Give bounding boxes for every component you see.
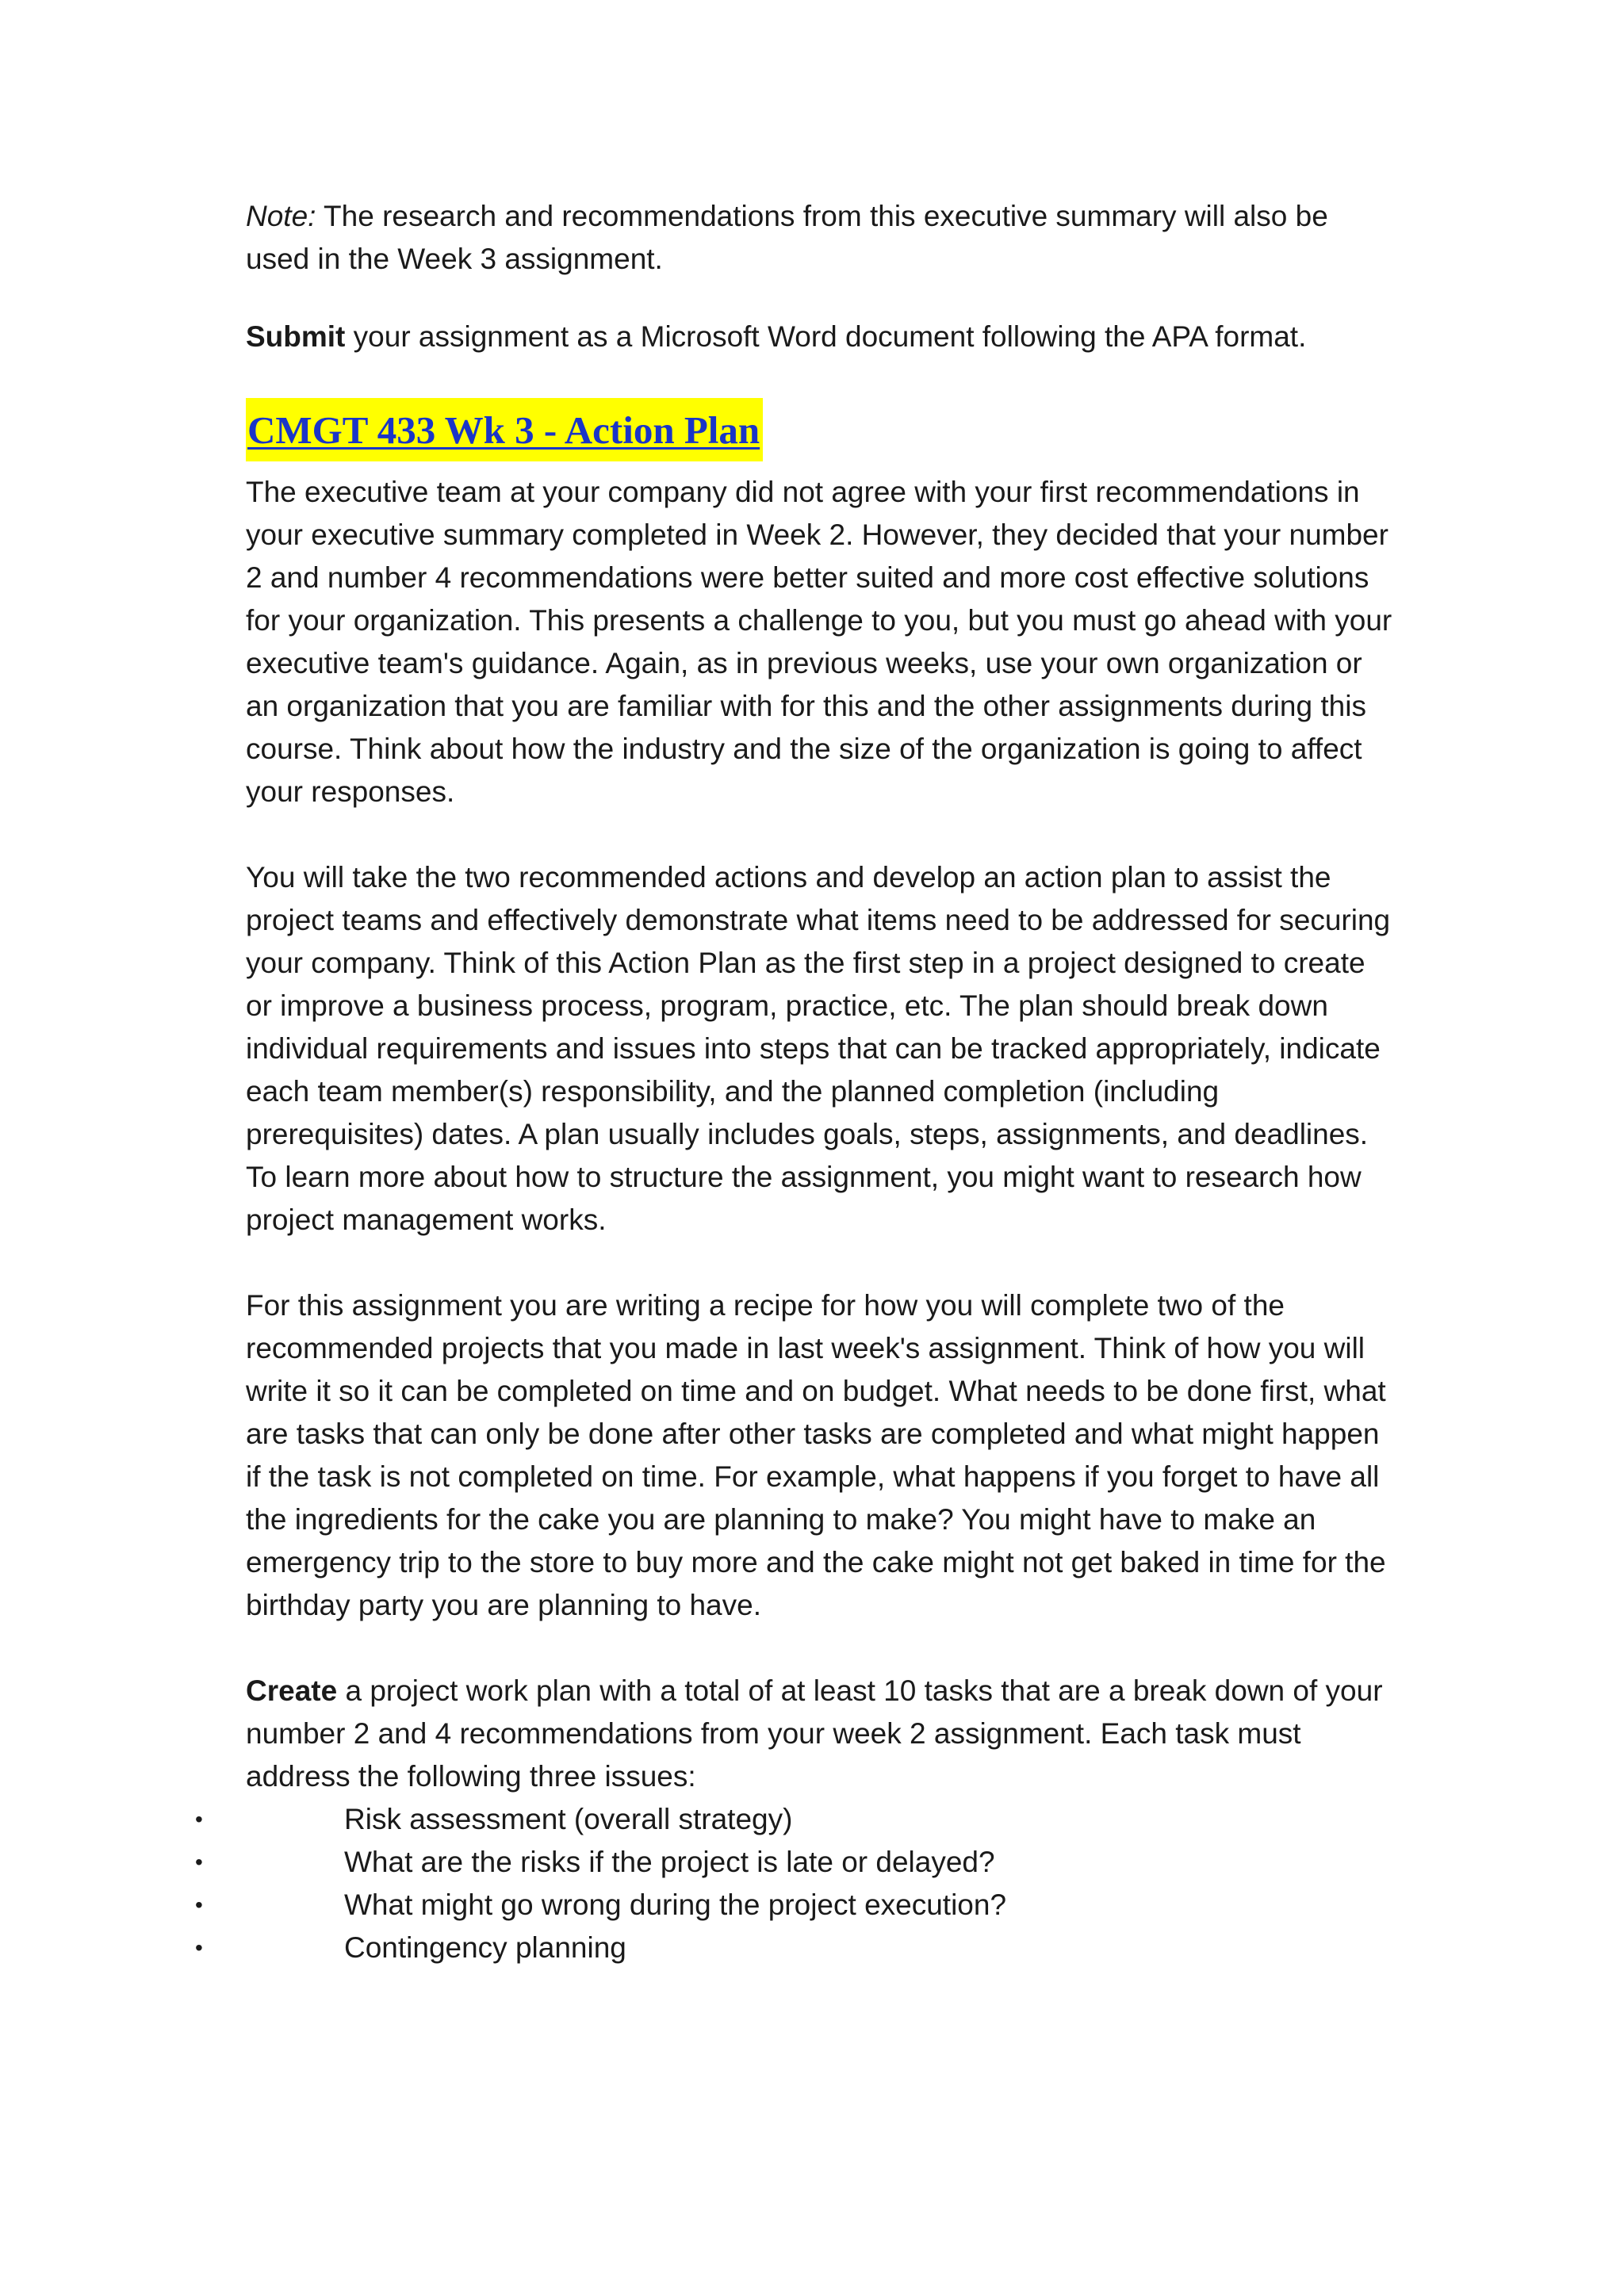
section-heading-highlight [246, 398, 763, 461]
submit-label: Submit [246, 320, 346, 353]
list-item-text: What might go wrong during the project execution? [344, 1888, 1007, 1921]
action-plan-paragraph: You will take the two recommended actions and develop an action plan to assist the project teams and effectively demonstrate what items need to be addressed for securing your company. Think of this Action Plan as the first step in a project designed to create or improve a business process, program, practice, etc. The plan should break down individual requirements and issues into steps that can be tracked appropriately, indicate each team member(s) responsibility, and the planned completion (including prerequisites) dates. A plan usually includes goals, steps, assignments, and deadlines. To learn more about how to structure the assignment, you might want to research how project management works. [246, 861, 1391, 1236]
list-item [195, 1884, 1396, 1927]
list-item-text: What are the risks if the project is late or delayed? [344, 1846, 995, 1878]
bullet-icon: • [195, 1807, 203, 1831]
list-item-text: Risk assessment (overall strategy) [344, 1803, 793, 1835]
note-paragraph [246, 195, 1396, 281]
list-item [195, 1841, 1396, 1884]
note-label: Note: [246, 200, 316, 232]
submit-paragraph [246, 316, 1396, 358]
section-heading-link[interactable]: CMGT 433 Wk 3 - Action Plan [247, 408, 760, 452]
submit-text: your assignment as a Microsoft Word document following the APA format. [345, 320, 1307, 353]
bullet-icon: • [195, 1850, 203, 1874]
bullet-icon: • [195, 1892, 203, 1917]
document-body [195, 195, 1396, 1969]
list-item [195, 1798, 1396, 1841]
list-item [195, 1927, 1396, 1969]
issues-list [195, 1798, 1396, 1969]
create-paragraph [246, 1670, 1396, 1798]
list-item-text: Contingency planning [344, 1931, 626, 1964]
create-label: Create [246, 1674, 338, 1707]
create-text: a project work plan with a total of at least 10 tasks that are a break down of your number 2 and 4 recommendations from your week 2 assignment. Each task must address the following three issues: [246, 1674, 1383, 1793]
recipe-paragraph: For this assignment you are writing a recipe for how you will complete two of the recommended projects that you made in last week's assignment. Think of how you will write it so it can be completed on time and on budget. What needs to be done first, what are tasks that can only be done after other tasks are completed and what might happen if the task is not completed on time. For example, what happens if you forget to have all the ingredients for the cake you are planning to make? You might have to make an emergency trip to the store to buy more and the cake might not get baked in time for the birthday party you are planning to have. [246, 1289, 1386, 1621]
bullet-icon: • [195, 1935, 203, 1960]
intro-paragraph: The executive team at your company did not agree with your first recommendations in your executive summary completed in Week 2. However, they decided that your number 2 and number 4 recommendations were better suited and more cost effective solutions for your organization. This presents a challenge to you, but you must go ahead with your executive team's guidance. Again, as in previous weeks, use your own organization or an organization that you are familiar with for this and the other assignments during this course. Think about how the industry and the size of the organization is going to affect your responses. [246, 476, 1392, 808]
note-text: The research and recommendations from this executive summary will also be used in the Week 3 assignment. [246, 200, 1328, 275]
